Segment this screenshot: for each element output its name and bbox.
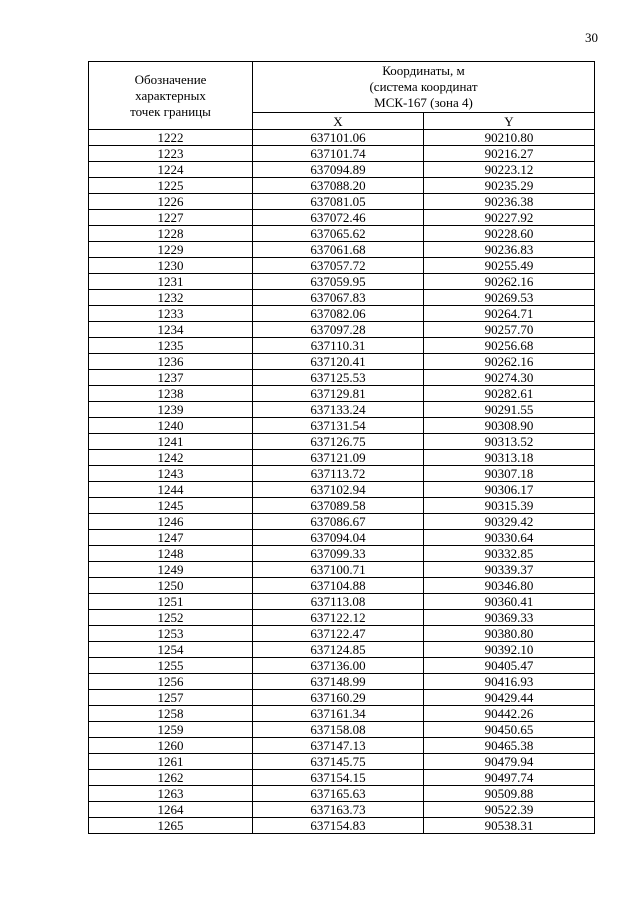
y-coordinate-cell: 90236.83 [424, 242, 595, 258]
point-id-cell: 1265 [89, 818, 253, 834]
table-row [89, 562, 595, 578]
table-row [89, 690, 595, 706]
y-coordinate-cell: 90235.29 [424, 178, 595, 194]
y-coordinate-cell: 90332.85 [424, 546, 595, 562]
point-id-cell: 1239 [89, 402, 253, 418]
y-coordinate-cell: 90257.70 [424, 322, 595, 338]
table-row [89, 482, 595, 498]
x-coordinate-cell: 637104.88 [253, 578, 424, 594]
x-coordinate-cell: 637101.06 [253, 130, 424, 146]
table-row [89, 674, 595, 690]
table-row [89, 626, 595, 642]
x-coordinate-cell: 637113.08 [253, 594, 424, 610]
point-id-cell: 1263 [89, 786, 253, 802]
point-id-cell: 1241 [89, 434, 253, 450]
x-coordinate-cell: 637163.73 [253, 802, 424, 818]
y-coordinate-cell: 90360.41 [424, 594, 595, 610]
point-id-cell: 1246 [89, 514, 253, 530]
point-id-cell: 1253 [89, 626, 253, 642]
point-id-cell: 1258 [89, 706, 253, 722]
table-row [89, 306, 595, 322]
y-coordinate-cell: 90380.80 [424, 626, 595, 642]
header-x: X [253, 113, 424, 130]
header-point-line-2: характерных [135, 87, 206, 103]
table-row [89, 802, 595, 818]
x-coordinate-cell: 637148.99 [253, 674, 424, 690]
y-coordinate-cell: 90346.80 [424, 578, 595, 594]
y-coordinate-cell: 90315.39 [424, 498, 595, 514]
y-coordinate-cell: 90291.55 [424, 402, 595, 418]
y-coordinate-cell: 90306.17 [424, 482, 595, 498]
table-row [89, 130, 595, 146]
point-id-cell: 1237 [89, 370, 253, 386]
y-coordinate-cell: 90308.90 [424, 418, 595, 434]
y-coordinate-cell: 90339.37 [424, 562, 595, 578]
point-id-cell: 1233 [89, 306, 253, 322]
point-id-cell: 1240 [89, 418, 253, 434]
x-coordinate-cell: 637086.67 [253, 514, 424, 530]
header-coords-line-3: МСК-167 (зона 4) [374, 95, 473, 110]
y-coordinate-cell: 90210.80 [424, 130, 595, 146]
table-row [89, 210, 595, 226]
point-id-cell: 1260 [89, 738, 253, 754]
coordinates-table [88, 61, 595, 834]
x-coordinate-cell: 637154.83 [253, 818, 424, 834]
table-row [89, 162, 595, 178]
x-coordinate-cell: 637125.53 [253, 370, 424, 386]
point-id-cell: 1235 [89, 338, 253, 354]
x-coordinate-cell: 637094.04 [253, 530, 424, 546]
point-id-cell: 1244 [89, 482, 253, 498]
x-coordinate-cell: 637158.08 [253, 722, 424, 738]
point-id-cell: 1245 [89, 498, 253, 514]
header-coords-line-2: (система координат [369, 79, 478, 94]
x-coordinate-cell: 637160.29 [253, 690, 424, 706]
y-coordinate-cell: 90313.18 [424, 450, 595, 466]
header-point-line-3: точек границы [130, 103, 211, 119]
point-id-cell: 1231 [89, 274, 253, 290]
table-row [89, 786, 595, 802]
x-coordinate-cell: 637072.46 [253, 210, 424, 226]
table-row [89, 466, 595, 482]
y-coordinate-cell: 90255.49 [424, 258, 595, 274]
table-body [89, 130, 595, 834]
x-coordinate-cell: 637099.33 [253, 546, 424, 562]
point-id-cell: 1257 [89, 690, 253, 706]
x-coordinate-cell: 637061.68 [253, 242, 424, 258]
point-id-cell: 1238 [89, 386, 253, 402]
y-coordinate-cell: 90538.31 [424, 818, 595, 834]
x-coordinate-cell: 637094.89 [253, 162, 424, 178]
y-coordinate-cell: 90216.27 [424, 146, 595, 162]
y-coordinate-cell: 90227.92 [424, 210, 595, 226]
table-row [89, 754, 595, 770]
point-id-cell: 1222 [89, 130, 253, 146]
table-row [89, 578, 595, 594]
point-id-cell: 1252 [89, 610, 253, 626]
point-id-cell: 1247 [89, 530, 253, 546]
x-coordinate-cell: 637122.47 [253, 626, 424, 642]
point-id-cell: 1261 [89, 754, 253, 770]
point-id-cell: 1228 [89, 226, 253, 242]
table-row [89, 498, 595, 514]
table-row [89, 594, 595, 610]
table-row [89, 658, 595, 674]
table-row [89, 146, 595, 162]
point-id-cell: 1223 [89, 146, 253, 162]
point-id-cell: 1224 [89, 162, 253, 178]
point-id-cell: 1251 [89, 594, 253, 610]
x-coordinate-cell: 637129.81 [253, 386, 424, 402]
x-coordinate-cell: 637059.95 [253, 274, 424, 290]
table-row [89, 178, 595, 194]
y-coordinate-cell: 90392.10 [424, 642, 595, 658]
y-coordinate-cell: 90497.74 [424, 770, 595, 786]
table-row [89, 194, 595, 210]
point-id-cell: 1243 [89, 466, 253, 482]
table-row [89, 818, 595, 834]
x-coordinate-cell: 637097.28 [253, 322, 424, 338]
x-coordinate-cell: 637133.24 [253, 402, 424, 418]
x-coordinate-cell: 637101.74 [253, 146, 424, 162]
point-id-cell: 1259 [89, 722, 253, 738]
x-coordinate-cell: 637113.72 [253, 466, 424, 482]
x-coordinate-cell: 637154.15 [253, 770, 424, 786]
x-coordinate-cell: 637145.75 [253, 754, 424, 770]
x-coordinate-cell: 637161.34 [253, 706, 424, 722]
y-coordinate-cell: 90262.16 [424, 274, 595, 290]
y-coordinate-cell: 90329.42 [424, 514, 595, 530]
point-id-cell: 1236 [89, 354, 253, 370]
table-row [89, 370, 595, 386]
x-coordinate-cell: 637120.41 [253, 354, 424, 370]
y-coordinate-cell: 90274.30 [424, 370, 595, 386]
x-coordinate-cell: 637147.13 [253, 738, 424, 754]
header-row-top [89, 62, 595, 113]
table-row [89, 418, 595, 434]
point-id-cell: 1225 [89, 178, 253, 194]
x-coordinate-cell: 637122.12 [253, 610, 424, 626]
point-id-cell: 1226 [89, 194, 253, 210]
header-coords-line-1: Координаты, м [382, 63, 465, 78]
table-row [89, 450, 595, 466]
y-coordinate-cell: 90223.12 [424, 162, 595, 178]
x-coordinate-cell: 637110.31 [253, 338, 424, 354]
x-coordinate-cell: 637082.06 [253, 306, 424, 322]
table-row [89, 738, 595, 754]
point-id-cell: 1227 [89, 210, 253, 226]
y-coordinate-cell: 90313.52 [424, 434, 595, 450]
table-row [89, 402, 595, 418]
page-number: 30 [585, 30, 598, 45]
x-coordinate-cell: 637065.62 [253, 226, 424, 242]
x-coordinate-cell: 637121.09 [253, 450, 424, 466]
point-id-cell: 1249 [89, 562, 253, 578]
point-id-cell: 1232 [89, 290, 253, 306]
y-coordinate-cell: 90509.88 [424, 786, 595, 802]
y-coordinate-cell: 90429.44 [424, 690, 595, 706]
header-coordinates [253, 62, 595, 113]
y-coordinate-cell: 90442.26 [424, 706, 595, 722]
header-y: Y [424, 113, 595, 130]
table-row [89, 706, 595, 722]
point-id-cell: 1264 [89, 802, 253, 818]
x-coordinate-cell: 637126.75 [253, 434, 424, 450]
point-id-cell: 1262 [89, 770, 253, 786]
table-row [89, 258, 595, 274]
y-coordinate-cell: 90264.71 [424, 306, 595, 322]
x-coordinate-cell: 637100.71 [253, 562, 424, 578]
table-row [89, 722, 595, 738]
x-coordinate-cell: 637102.94 [253, 482, 424, 498]
point-id-cell: 1256 [89, 674, 253, 690]
point-id-cell: 1242 [89, 450, 253, 466]
y-coordinate-cell: 90479.94 [424, 754, 595, 770]
y-coordinate-cell: 90256.68 [424, 338, 595, 354]
header-point-designation [89, 62, 253, 130]
table-row [89, 338, 595, 354]
table-row [89, 610, 595, 626]
x-coordinate-cell: 637124.85 [253, 642, 424, 658]
y-coordinate-cell: 90228.60 [424, 226, 595, 242]
table-row [89, 770, 595, 786]
y-coordinate-cell: 90416.93 [424, 674, 595, 690]
point-id-cell: 1248 [89, 546, 253, 562]
table-row [89, 386, 595, 402]
table-row [89, 354, 595, 370]
point-id-cell: 1250 [89, 578, 253, 594]
y-coordinate-cell: 90262.16 [424, 354, 595, 370]
y-coordinate-cell: 90236.38 [424, 194, 595, 210]
y-coordinate-cell: 90465.38 [424, 738, 595, 754]
y-coordinate-cell: 90450.65 [424, 722, 595, 738]
x-coordinate-cell: 637088.20 [253, 178, 424, 194]
point-id-cell: 1254 [89, 642, 253, 658]
point-id-cell: 1234 [89, 322, 253, 338]
table-row [89, 226, 595, 242]
table-header [89, 62, 595, 130]
x-coordinate-cell: 637136.00 [253, 658, 424, 674]
y-coordinate-cell: 90330.64 [424, 530, 595, 546]
y-coordinate-cell: 90522.39 [424, 802, 595, 818]
table-row [89, 434, 595, 450]
header-point-line-1: Обозначение [134, 71, 207, 87]
point-id-cell: 1230 [89, 258, 253, 274]
table-row [89, 642, 595, 658]
y-coordinate-cell: 90369.33 [424, 610, 595, 626]
table-row [89, 290, 595, 306]
y-coordinate-cell: 90282.61 [424, 386, 595, 402]
x-coordinate-cell: 637057.72 [253, 258, 424, 274]
table-row [89, 514, 595, 530]
x-coordinate-cell: 637165.63 [253, 786, 424, 802]
table-row [89, 322, 595, 338]
point-id-cell: 1229 [89, 242, 253, 258]
x-coordinate-cell: 637081.05 [253, 194, 424, 210]
table-row [89, 242, 595, 258]
table-row [89, 530, 595, 546]
y-coordinate-cell: 90405.47 [424, 658, 595, 674]
x-coordinate-cell: 637089.58 [253, 498, 424, 514]
x-coordinate-cell: 637131.54 [253, 418, 424, 434]
table-row [89, 546, 595, 562]
y-coordinate-cell: 90307.18 [424, 466, 595, 482]
y-coordinate-cell: 90269.53 [424, 290, 595, 306]
point-id-cell: 1255 [89, 658, 253, 674]
table-row [89, 274, 595, 290]
x-coordinate-cell: 637067.83 [253, 290, 424, 306]
